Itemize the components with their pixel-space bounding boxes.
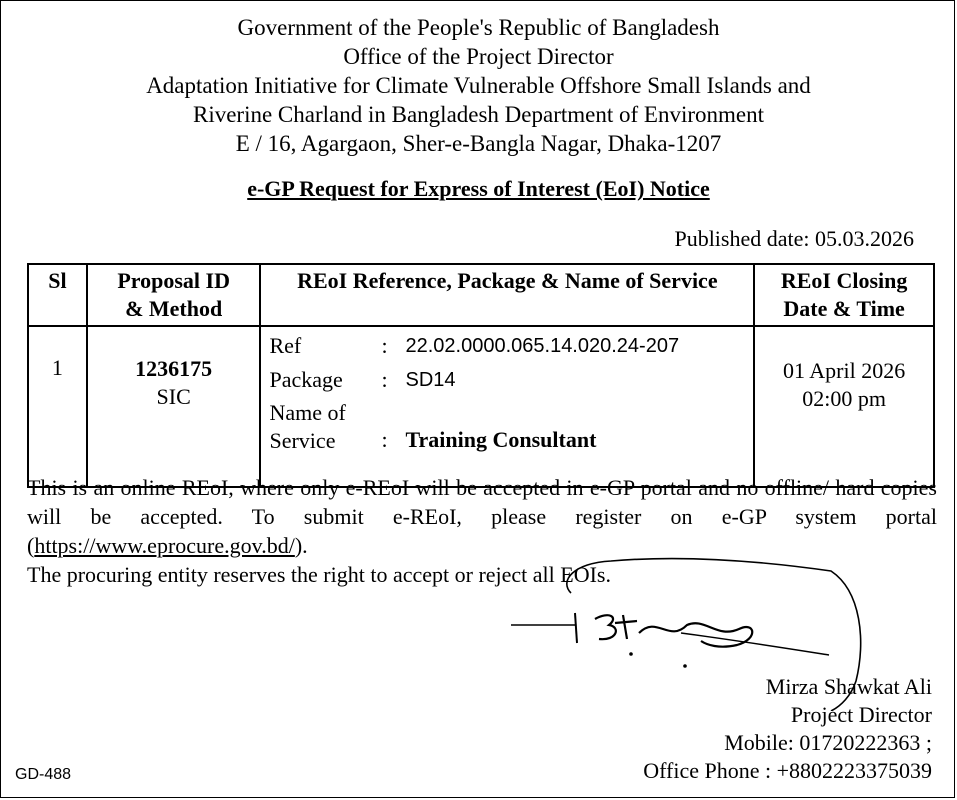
closing-time: 02:00 pm — [802, 386, 886, 411]
header-proposal — [87, 264, 261, 326]
table-header-row — [28, 264, 934, 326]
reference-details — [269, 331, 745, 455]
ref-value: 22.02.0000.065.14.020.24-207 — [405, 335, 680, 357]
service-label-line1: Name of — [269, 400, 346, 425]
gd-code: GD-488 — [15, 766, 72, 783]
letterhead-line-project-cont: Riverine Charland in Bangladesh Department of Environment — [192, 102, 764, 127]
header-closing-line2: Date & Time — [783, 296, 905, 321]
package-colon: : — [381, 367, 388, 392]
header-proposal-line1: Proposal ID — [117, 268, 230, 293]
package-value: SD14 — [405, 369, 456, 391]
letterhead-line-office: Office of the Project Director — [343, 44, 614, 69]
cell-proposal — [87, 326, 261, 487]
table-row — [28, 326, 934, 487]
service-colon: : — [381, 427, 388, 452]
letterhead — [1, 13, 956, 158]
signatory-block — [643, 673, 932, 785]
header-proposal-line2: & Method — [125, 296, 223, 321]
service-label-line2: Service — [269, 428, 336, 453]
package-label: Package — [269, 367, 343, 392]
closing-date: 01 April 2026 — [782, 358, 906, 383]
letterhead-line-government: Government of the People's Republic of Bangladesh — [237, 15, 720, 40]
rights-paragraph: The procuring entity reserves the right to accept or reject all EOIs. — [27, 562, 611, 587]
letterhead-line-address: E / 16, Agargaon, Sher-e-Bangla Nagar, Dhaka-1207 — [235, 131, 722, 156]
notice-title: e-GP Request for Express of Interest (EoI) Notice — [247, 176, 710, 201]
header-reference: REoI Reference, Package & Name of Service — [260, 264, 754, 326]
online-submission-text: This is an online REoI, where only e-REoI will be accepted in e-GP portal and no offline/ hard copies will be accepted. To submit e-REoI, please register on e-GP system portal ( — [27, 475, 937, 558]
service-value: Training Consultant — [405, 427, 597, 452]
eoi-table — [27, 263, 935, 488]
cell-reference — [260, 326, 754, 487]
egp-portal-link[interactable]: https://www.eprocure.gov.bd/ — [34, 533, 295, 558]
header-closing-line1: REoI Closing — [780, 268, 908, 293]
ref-colon: : — [381, 333, 388, 358]
header-sl: Sl — [28, 264, 87, 326]
letterhead-line-project: Adaptation Initiative for Climate Vulnerable Offshore Small Islands and — [146, 73, 811, 98]
online-submission-end: ). — [294, 533, 308, 558]
signatory-name: Mirza Shawkat Ali — [765, 674, 932, 699]
proposal-method: SIC — [156, 384, 191, 409]
service-label — [269, 399, 381, 455]
ref-label: Ref — [269, 333, 302, 358]
header-closing — [754, 264, 934, 326]
cell-closing — [754, 326, 934, 487]
signatory-mobile: Mobile: 01720222363 ; — [724, 730, 932, 755]
signatory-title: Project Director — [790, 702, 932, 727]
cell-sl: 1 — [28, 326, 87, 487]
proposal-id: 1236175 — [135, 356, 213, 381]
signatory-office-phone: Office Phone : +8802223375039 — [643, 758, 932, 783]
published-date: Published date: 05.03.2026 — [674, 226, 914, 251]
